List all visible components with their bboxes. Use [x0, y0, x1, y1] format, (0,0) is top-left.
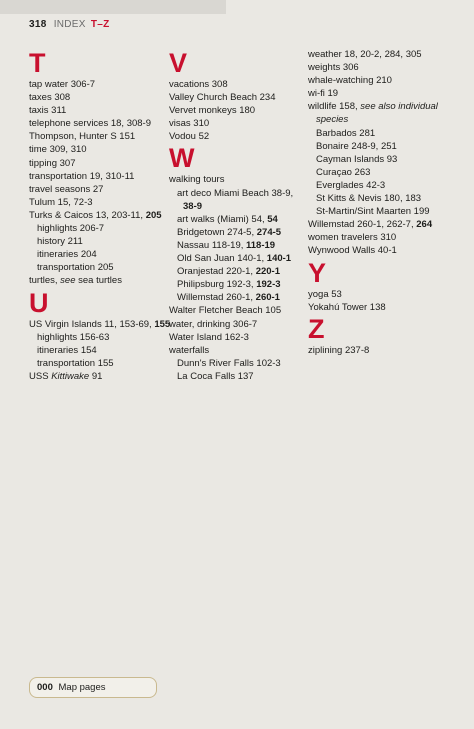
entry-text: US Virgin Islands 11, 153-69,	[29, 318, 155, 330]
index-entry	[308, 344, 448, 357]
entry-text: itineraries 154	[37, 344, 97, 356]
index-entry	[308, 288, 448, 301]
section-letter: V	[169, 48, 188, 78]
index-entry	[308, 244, 448, 257]
entry-text-after: 91	[89, 370, 103, 382]
entry-text: transportation 19, 310-11	[29, 170, 135, 182]
entry-text: Thompson, Hunter S 151	[29, 131, 136, 143]
entry-text: Bonaire 248-9, 251	[316, 140, 397, 152]
entry-text: Tulum 15, 72-3	[29, 196, 93, 208]
index-subentry	[308, 205, 448, 218]
map-page-ref: 140-1	[266, 253, 292, 265]
entry-text: Curaçao 263	[316, 166, 371, 178]
index-subentry	[169, 357, 301, 370]
entry-text: La Coca Falls 137	[177, 370, 254, 382]
entry-text: women travelers 310	[308, 232, 397, 244]
index-subentry	[169, 370, 301, 383]
map-page-ref: 155	[154, 318, 171, 330]
index-column-1	[29, 48, 171, 383]
entry-text: telephone services 18, 308-9	[29, 118, 151, 130]
section-letter: T	[29, 48, 46, 78]
section-letter: W	[169, 143, 195, 174]
section-title: INDEX	[53, 19, 86, 30]
entry-text: St Kitts & Nevis 180, 183	[316, 193, 422, 205]
section-letter: Z	[308, 313, 325, 344]
index-entry	[29, 274, 161, 287]
index-subentry	[308, 166, 448, 179]
index-entry	[29, 196, 161, 209]
map-page-ref: 38-9	[183, 200, 203, 212]
entry-text: walking tours	[169, 174, 225, 186]
map-pages-legend	[29, 677, 157, 698]
entry-text: wi-fi 19	[308, 88, 339, 100]
entry-text: water, drinking 306-7	[169, 318, 258, 330]
map-page-ref: 220-1	[255, 266, 280, 278]
index-subentry	[308, 140, 448, 153]
index-subentry	[169, 291, 301, 304]
index-subentry	[29, 331, 161, 344]
header-tab	[0, 0, 226, 14]
index-entry	[169, 331, 301, 344]
index-subentry	[308, 192, 448, 205]
entry-text: Dunn's River Falls 102-3	[177, 357, 281, 369]
section-letter: U	[29, 287, 49, 318]
entry-text: wildlife 158,	[308, 101, 361, 113]
cross-reference: see also individual	[360, 101, 438, 113]
index-entry	[29, 117, 161, 130]
entry-text: Vervet monkeys 180	[169, 105, 256, 117]
entry-text: Wynwood Walls 40-1	[308, 245, 397, 257]
index-entry	[169, 304, 301, 317]
entry-text: history 211	[37, 236, 83, 248]
index-entry	[29, 78, 161, 91]
index-subentry	[29, 235, 161, 248]
entry-text: turtles,	[29, 275, 61, 287]
entry-text: Philipsburg 192-3,	[177, 279, 257, 291]
entry-text: highlights 206-7	[37, 223, 105, 235]
entry-text: Everglades 42-3	[316, 179, 386, 191]
index-subentry	[308, 179, 448, 192]
index-entry	[29, 91, 161, 104]
entry-text: Vodou 52	[169, 131, 210, 143]
index-entry	[169, 344, 301, 357]
entry-text: Bridgetown 274-5,	[177, 226, 257, 238]
entry-text: USS	[29, 370, 52, 382]
index-subentry	[29, 222, 161, 235]
index-subentry	[169, 239, 301, 252]
letter-range: T–Z	[90, 19, 110, 30]
index-subentry	[169, 265, 301, 278]
entry-text: weights 306	[308, 62, 359, 74]
legend-label: Map pages	[58, 682, 106, 693]
index-subentry	[308, 127, 448, 140]
index-entry	[169, 318, 301, 331]
index-entry	[29, 104, 161, 117]
index-subentry	[169, 252, 301, 265]
entry-text: Oranjestad 220-1,	[177, 266, 256, 278]
index-entry	[29, 209, 161, 222]
index-entry	[29, 143, 161, 156]
entry-text: tap water 306-7	[29, 79, 96, 90]
page-number: 318	[29, 19, 47, 30]
cross-reference: species	[316, 114, 349, 126]
index-entry	[29, 130, 161, 143]
entry-text: Turks & Caicos 13, 203-11,	[29, 209, 146, 221]
entry-text: transportation 205	[37, 262, 114, 274]
index-entry	[169, 173, 301, 186]
index-entry	[29, 318, 171, 331]
index-entry	[29, 370, 161, 383]
entry-text: time 309, 310	[29, 144, 87, 156]
index-subentry	[29, 357, 161, 370]
cross-reference: Kittiwake	[51, 370, 90, 382]
entry-text: Valley Church Beach 234	[169, 92, 276, 104]
entry-text: highlights 156-63	[37, 331, 110, 343]
map-page-ref: 274-5	[256, 226, 282, 238]
entry-text: Nassau 118-19,	[177, 239, 247, 251]
entry-text: Barbados 281	[316, 127, 376, 139]
index-entry	[169, 78, 301, 91]
entry-text: art walks (Miami) 54,	[177, 213, 268, 225]
index-entry	[308, 231, 448, 244]
index-entry	[29, 157, 161, 170]
legend-number: 000	[37, 682, 53, 693]
index-entry	[308, 218, 448, 231]
map-page-ref: 205	[145, 209, 162, 221]
index-subentry	[169, 213, 301, 226]
index-subentry	[308, 153, 448, 166]
index-entry	[169, 91, 301, 104]
index-column-2	[169, 48, 301, 383]
index-subentry	[169, 278, 301, 291]
entry-text: whale-watching 210	[308, 75, 392, 87]
map-page-ref: 264	[416, 219, 433, 231]
index-entry	[308, 48, 448, 61]
entry-text: St-Martin/Sint Maarten 199	[316, 206, 430, 218]
index-subentry	[29, 248, 161, 261]
entry-text: Willemstad 260-1,	[177, 292, 256, 304]
cross-reference: see	[60, 275, 76, 287]
entry-text: Walter Fletcher Beach 105	[169, 305, 282, 317]
entry-text: transportation 155	[37, 357, 114, 369]
index-subentry	[169, 226, 301, 239]
index-entry	[29, 183, 161, 196]
index-entry	[29, 170, 161, 183]
map-page-ref: 54	[267, 213, 278, 225]
index-entry	[308, 87, 448, 100]
entry-text: itineraries 204	[37, 249, 97, 261]
index-subentry	[29, 261, 161, 274]
index-subentry	[29, 344, 161, 357]
map-page-ref: 192-3	[256, 279, 281, 291]
entry-text: Yokahú Tower 138	[308, 301, 386, 313]
running-head	[29, 19, 110, 30]
entry-text: travel seasons 27	[29, 183, 104, 195]
entry-text: vacations 308	[169, 79, 228, 90]
entry-text: visas 310	[169, 118, 210, 130]
map-page-ref: 260-1	[255, 292, 280, 304]
index-entry	[169, 104, 301, 117]
map-page-ref: 118-19	[246, 239, 276, 251]
entry-text: Water Island 162-3	[169, 331, 249, 343]
index-entry	[308, 61, 448, 74]
entry-text: Willemstad 260-1, 262-7,	[308, 219, 417, 231]
entry-text: art deco Miami Beach 38-9,	[177, 187, 294, 199]
index-entry	[308, 100, 448, 126]
index-column-3	[308, 48, 448, 357]
index-subentry	[169, 187, 301, 213]
index-entry	[308, 74, 448, 87]
entry-text: Cayman Islands 93	[316, 153, 398, 165]
entry-text: tipping 307	[29, 157, 76, 169]
index-entry	[169, 117, 301, 130]
entry-text: ziplining 237-8	[308, 344, 370, 356]
entry-text: waterfalls	[169, 344, 210, 356]
index-entry	[169, 130, 301, 143]
entry-text: taxis 311	[29, 105, 67, 117]
section-letter: Y	[308, 257, 327, 288]
index-entry	[308, 301, 448, 314]
entry-text: yoga 53	[308, 288, 342, 300]
entry-text: weather 18, 20-2, 284, 305	[308, 49, 422, 60]
entry-text: taxes 308	[29, 92, 71, 104]
entry-text-after: sea turtles	[75, 275, 122, 287]
entry-text: Old San Juan 140-1,	[177, 253, 267, 265]
